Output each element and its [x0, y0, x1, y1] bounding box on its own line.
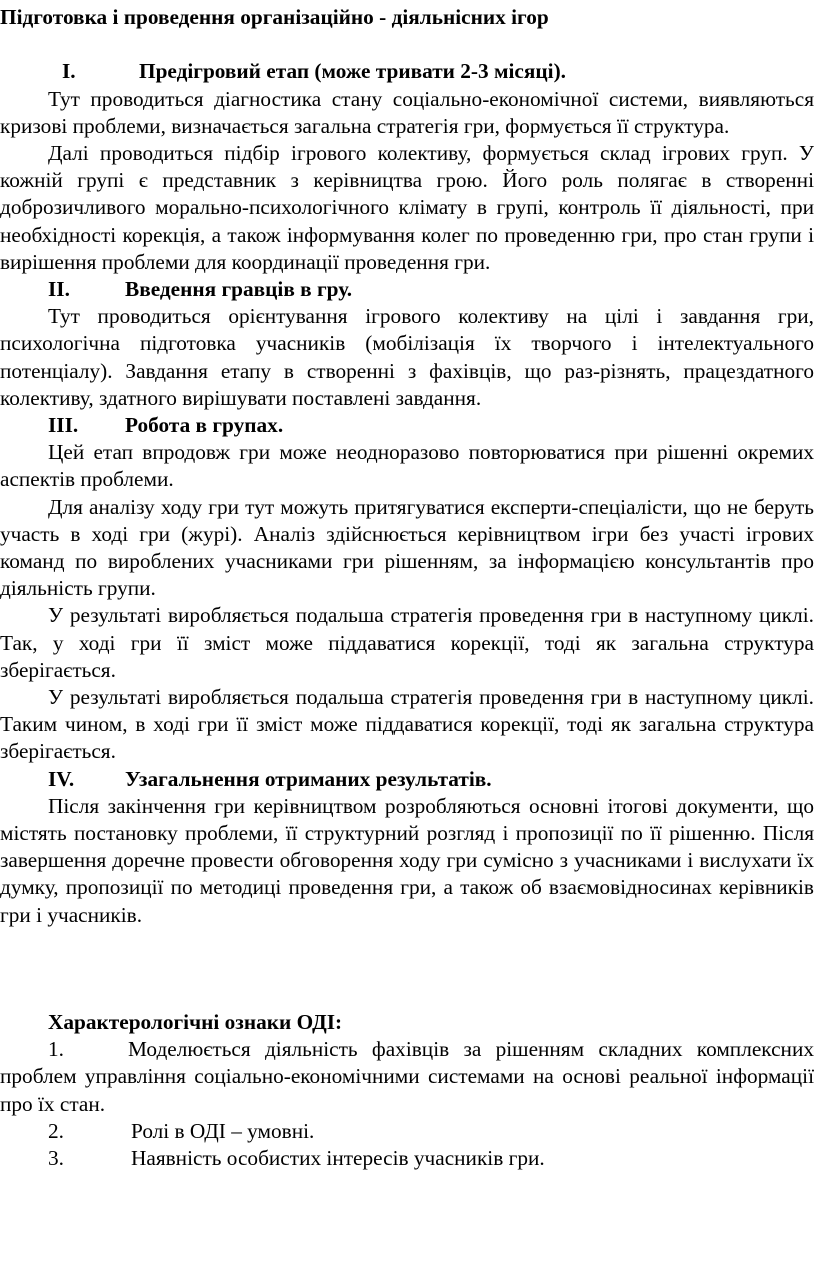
section-number: III. — [48, 413, 79, 438]
list-item-number: 3. — [48, 1145, 64, 1170]
paragraph: У результаті виробляється подальша стратегія проведення гри в наступному циклі. Так, у ході гри її зміст може піддаватися корекції, тоді як загальна структура зберігається. — [0, 603, 814, 682]
section-heading-1 — [0, 58, 814, 85]
spacer — [0, 929, 814, 1009]
paragraph: Далі проводиться підбір ігрового колективу, формується склад ігрових груп. У кожній групі є представник з керівництва грою. Його роль полягає в створенні доброзичливого морально-психологічного клімату в групі, контроль її діяльності, при необхідності корекція, а також інформування колег по проведенню гри, про стан групи і вирішення проблеми для координації проведення гри. — [0, 141, 814, 274]
section-number: II. — [48, 277, 70, 302]
section-title: Введення гравців в гру. — [125, 277, 353, 302]
list-item-text: Моделюється діяльність фахівців за рішенням складних комплексних проблем управління соціально-економічними системами на основі реальної інформації про їх стан. — [0, 1037, 814, 1116]
spacer — [0, 31, 814, 58]
characteristics-heading: Характерологічні ознаки ОДІ: — [48, 1009, 343, 1034]
paragraph: Після закінчення гри керівництвом розробляються основні ітогові документи, що містять постановку проблеми, її структурний розгляд і пропозиції по її рішенню. Після завершення доречне провести обговорення ходу гри сумісно з учасниками і вислухати їх думку, пропозиції по методиці проведення гри, а також об взаємовідносинах керівників гри і учасників. — [0, 793, 814, 927]
section-number: IV. — [48, 766, 75, 791]
list-item — [0, 1118, 814, 1145]
section-title: Робота в групах. — [125, 413, 284, 438]
section-heading-3 — [0, 412, 814, 439]
section-heading-2 — [0, 276, 814, 303]
section-number: I. — [62, 59, 76, 84]
list-item-text: Наявність особистих інтересів учасників гри. — [131, 1145, 545, 1170]
section-title: Предігровий етап (може тривати 2-3 місяці). — [139, 59, 566, 84]
list-item — [0, 1036, 814, 1118]
document-title: Підготовка і проведення організаційно - діяльнісних ігор — [0, 5, 549, 29]
section-heading-4 — [0, 766, 814, 793]
paragraph: Цей етап впродовж гри може неодноразово повторюватися при рішенні окремих аспектів проблеми. — [0, 440, 814, 492]
list-item-text: Ролі в ОДІ – умовні. — [131, 1118, 315, 1143]
paragraph: У результаті виробляється подальша стратегія проведення гри в наступному циклі. Таким чином, в ході гри її зміст може піддаватися корекції, тоді як загальна структура зберігається. — [0, 685, 814, 764]
list-item-number: 1. — [48, 1037, 64, 1062]
paragraph: Для аналізу ходу гри тут можуть притягуватися експерти-спеціалісти, що не беруть участь в ході гри (журі). Аналіз здійснюється керівництвом ігри без участі ігрових команд по вироблених учасниками гри рішенням, за інформацією консультантів про діяльність групи. — [0, 494, 814, 601]
paragraph: Тут проводиться орієнтування ігрового колективу на цілі і завдання гри, психологічна підготовка учасників (мобілізація їх творчого і інтелектуального потенціалу). Завдання етапу в створенні з фахівців, що раз-різнять, працездатного колективу, здатного вирішувати поставлені завдання. — [0, 304, 814, 410]
list-item — [0, 1145, 814, 1172]
section-title: Узагальнення отриманих результатів. — [125, 766, 492, 791]
paragraph: Тут проводиться діагностика стану соціально-економічної системи, виявляються кризові проблеми, визначається загальна стратегія гри, формується її структура. — [0, 86, 814, 138]
list-item-number: 2. — [48, 1118, 64, 1143]
